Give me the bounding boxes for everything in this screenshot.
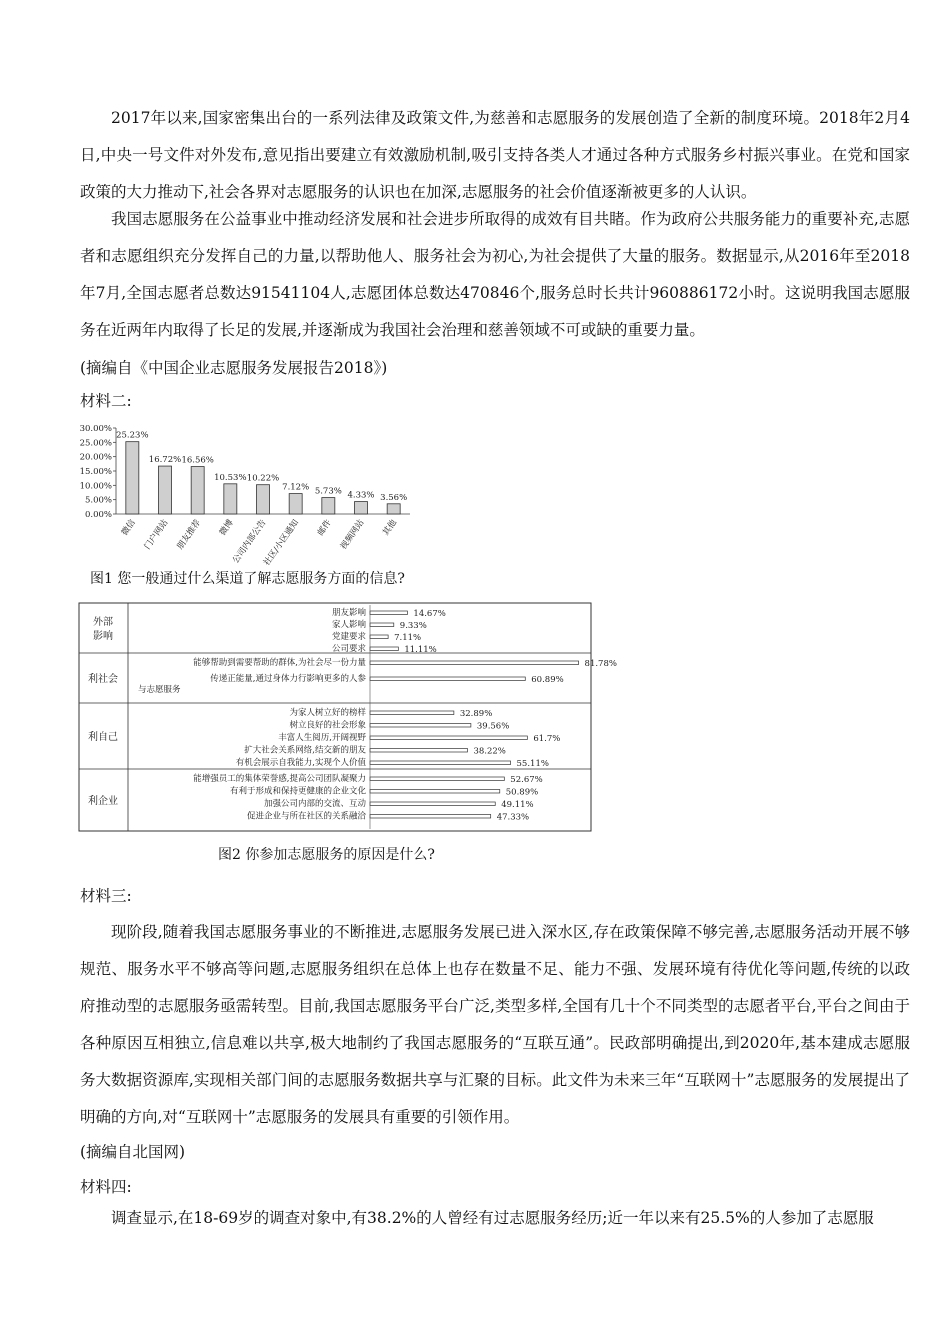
figure2-item-label: 丰富人生阅历,开阔视野 [278, 733, 366, 743]
figure2-item-label: 能够帮助到需要帮助的群体,为社会尽一份力量 [193, 658, 366, 668]
figure1-value-label: 25.23% [116, 430, 149, 441]
figure1-category-label: 社区/小区通知 [262, 517, 302, 568]
figure1-value-label: 4.33% [347, 490, 375, 501]
material1-paragraph-1: 2017年以来,国家密集出台的一系列法律及政策文件,为慈善和志愿服务的发展创造了全新的制度环境。2018年2月4日,中央一号文件对外发布,意见指出要建立有效激励机制,吸引支持各类人才通过各种方式服务乡村振兴事业。在党和国家政策的大力推动下,社会各界对志愿服务的认识也在加深,志愿服务的社会价值逐渐被更多的人认识。 [80, 109, 910, 201]
figure2-value-label: 14.67% [413, 609, 446, 619]
figure1-y-tick-label: 20.00% [79, 452, 112, 463]
figure2-value-label: 55.11% [516, 759, 549, 769]
figure1-bar [126, 442, 139, 514]
figure2-bar [370, 711, 454, 715]
material3-heading: 材料三: [80, 887, 132, 905]
figure2-bar [370, 777, 504, 781]
figure2-bar [370, 815, 491, 819]
figure1-value-label: 3.56% [380, 492, 408, 503]
figure2-item-label: 有利于形成和保持更健康的企业文化 [229, 786, 366, 797]
figure1-bar [257, 485, 270, 514]
figure2-bar [370, 677, 525, 681]
figure2-bar [370, 736, 527, 740]
figure2-bar [370, 724, 471, 728]
figure2-bar [370, 611, 407, 615]
material3-paragraph: 现阶段,随着我国志愿服务事业的不断推进,志愿服务发展已进入深水区,存在政策保障不够完善,志愿服务活动开展不够规范、服务水平不够高等问题,志愿服务组织在总体上也存在数量不足、能力不强、发展环境有待优化等问题,传统的以政府推动型的志愿服务亟需转型。目前,我国志愿服务平台广泛,类型多样,全国有几十个不同类型的志愿者平台,平台之间由于各种原因互相独立,信息难以共享,极大地制约了我国志愿服务的“互联互通”。民政部明确提出,到2020年,基本建成志愿服务大数据资源库,实现相关部门间的志愿服务数据共享与汇聚的目标。此文件为未来三年“互联网十”志愿服务的发展提出了明确的方向,对“互联网十”志愿服务的发展具有重要的引领作用。 [80, 923, 910, 1126]
figure2-group-3 [88, 707, 560, 769]
figure1-bar [355, 502, 368, 514]
figure1-value-label: 10.53% [214, 472, 247, 483]
figure1-bar [322, 498, 335, 514]
figure1-y-tick-label: 10.00% [79, 481, 112, 492]
figure2-value-label: 49.11% [501, 800, 534, 810]
figure1-bar [191, 467, 204, 514]
figure2-value-label: 32.89% [459, 709, 493, 719]
figure2-reasons-chart [78, 600, 617, 840]
figure1-y-tick-label: 0.00% [84, 510, 112, 520]
figure2-group-label: 影响 [93, 631, 113, 642]
figure2-item-label: 公司要求 [331, 644, 366, 654]
figure1-value-label: 7.12% [282, 482, 310, 493]
figure1-caption: 图1 您一般通过什么渠道了解志愿服务方面的信息? [90, 571, 405, 587]
figure2-item-label: 传递正能量,通过身体力行影响更多的人参 [210, 674, 366, 684]
figure1-value-label: 16.56% [181, 455, 214, 466]
figure2-value-label: 9.33% [399, 621, 427, 631]
figure2-bar [370, 647, 398, 651]
figure1-y-tick-label: 25.00% [79, 438, 112, 449]
figure2-group-4 [88, 773, 543, 823]
figure1-category-label: 微博 [217, 517, 236, 538]
figure2-value-label: 11.11% [404, 645, 437, 655]
figure2-item-label-cont: 与志愿服务 [138, 685, 181, 695]
figure2-item-label: 为家人树立好的榜样 [289, 708, 366, 718]
figure1-bar [289, 494, 302, 514]
figure1-value-label: 16.72% [148, 455, 182, 466]
figure2-item-label: 有机会展示自我能力,实现个人价值 [235, 758, 366, 768]
figure2-value-label: 39.56% [476, 721, 510, 732]
figure1-y-tick-label: 5.00% [84, 495, 112, 506]
figure1-category-label: 公司内部公告 [231, 517, 269, 566]
material3-source: (摘编自北国网) [80, 1143, 186, 1161]
figure2-bar [370, 635, 388, 639]
figure2-bar [370, 661, 579, 665]
figure2-item-label: 树立良好的社会形象 [289, 720, 366, 731]
figure1-category-label: 其他 [381, 517, 400, 538]
figure2-item-label: 能增强员工的集体荣誉感,提高公司团队凝聚力 [193, 774, 366, 784]
material1-paragraph-2: 我国志愿服务在公益事业中推动经济发展和社会进步所取得的成效有目共睹。作为政府公共服务能力的重要补充,志愿者和志愿组织充分发挥自己的力量,以帮助他人、服务社会为初心,为社会提供了大量的服务。数据显示,从2016年至2018年7月,全国志愿者总数达91541104人,志愿团体总数达470846个,服务总时长共计960886172小时。这说明我国志愿服务在近两年内取得了长足的发展,并逐渐成为我国社会治理和慈善领域不可或缺的重要力量。 [80, 210, 910, 339]
figure1-bar [224, 484, 237, 514]
figure1-bar [159, 466, 172, 514]
material4-paragraph: 调查显示,在18-69岁的调查对象中,有38.2%的人曾经有过志愿服务经历;近一年以来有25.5%的人参加了志愿服 [111, 1209, 874, 1227]
figure2-value-label: 38.22% [473, 746, 506, 757]
figure2-group-label: 利企业 [88, 796, 118, 807]
figure2-value-label: 61.7% [533, 734, 561, 744]
figure1-category-label: 门户网站 [142, 517, 171, 552]
figure2-value-label: 60.89% [531, 675, 564, 685]
figure1-bar [387, 504, 400, 514]
figure1-value-label: 10.22% [246, 473, 280, 484]
figure2-value-label: 52.67% [510, 775, 543, 785]
figure2-bar [370, 761, 511, 765]
figure1-bar-chart [80, 420, 420, 590]
figure1-category-label: 视频网站 [338, 517, 367, 552]
figure2-item-label: 扩大社会关系网络,结交新的朋友 [244, 745, 366, 756]
figure2-value-label: 50.89% [505, 787, 539, 798]
figure2-item-label: 朋友影响 [331, 608, 366, 618]
material4-heading: 材料四: [80, 1178, 132, 1196]
figure2-group-label: 利社会 [88, 674, 118, 685]
figure2-value-label: 47.33% [496, 812, 530, 823]
figure1-y-tick-label: 15.00% [79, 467, 112, 477]
figure2-item-label: 促进企业与所在社区的关系融洽 [246, 811, 366, 822]
figure2-item-label: 加强公司内部的交流、互动 [263, 799, 366, 809]
figure1-category-label: 邮件 [315, 517, 334, 538]
figure2-bar [370, 623, 394, 627]
figure2-group-2 [88, 657, 617, 695]
material1-source: (摘编自《中国企业志愿服务发展报告2018》) [80, 359, 388, 377]
figure1-category-label: 朋友推荐 [175, 517, 204, 552]
figure2-bar [370, 790, 500, 794]
figure2-bar [370, 802, 495, 806]
figure2-bar [370, 749, 467, 753]
figure2-group-label: 外部 [93, 617, 113, 628]
figure1-y-tick-label: 30.00% [79, 424, 112, 434]
figure2-caption: 图2 你参加志愿服务的原因是什么? [218, 847, 435, 863]
figure2-group-1 [93, 607, 446, 655]
material2-heading: 材料二: [80, 392, 132, 410]
figure2-value-label: 81.78% [584, 659, 617, 669]
figure1-category-label: 微信 [119, 517, 138, 538]
figure2-item-label: 党建要求 [331, 632, 366, 642]
figure2-group-label: 利自己 [88, 732, 118, 743]
figure2-item-label: 家人影响 [331, 620, 366, 630]
figure2-value-label: 7.11% [394, 633, 422, 643]
figure1-value-label: 5.73% [314, 486, 342, 497]
